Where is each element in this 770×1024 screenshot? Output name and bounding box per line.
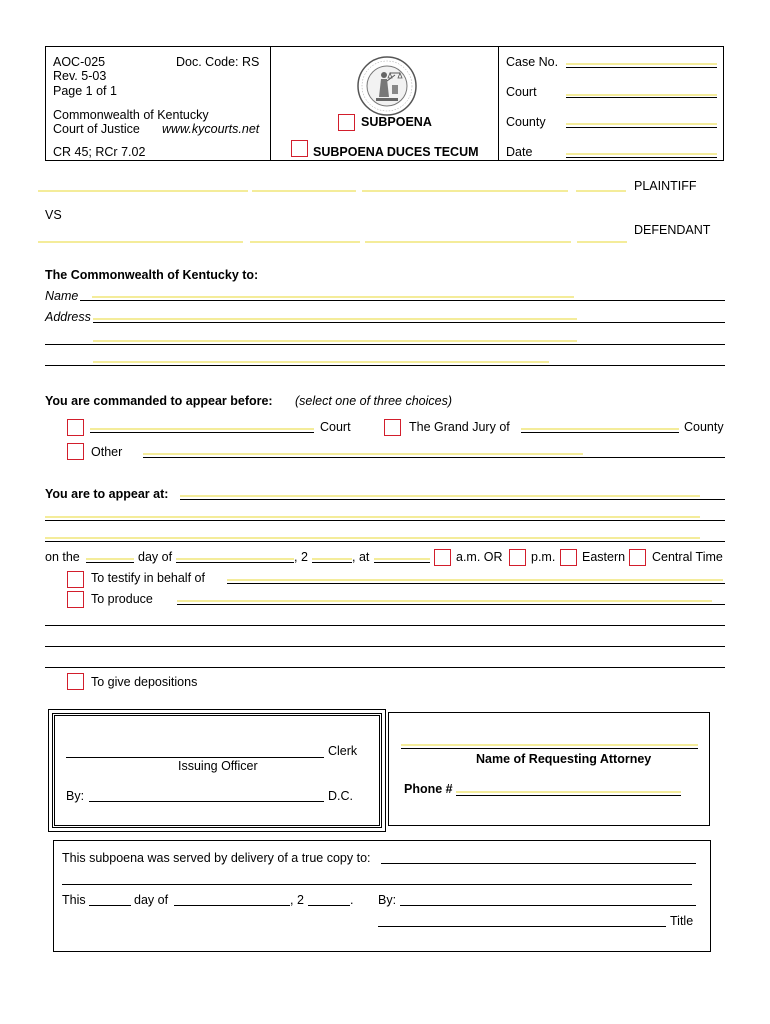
produce-field-4[interactable] xyxy=(45,667,725,668)
served-label: This subpoena was served by delivery of a true copy to: xyxy=(62,851,371,865)
appear-year-field[interactable] xyxy=(312,562,352,563)
court-choice-checkbox[interactable] xyxy=(67,419,84,436)
case-no-label: Case No. xyxy=(506,55,559,69)
plaintiff-label: PLAINTIFF xyxy=(634,179,697,193)
appear-location-highlight-2 xyxy=(45,516,700,518)
date-field[interactable] xyxy=(566,157,717,158)
service-title-label: Title xyxy=(670,914,694,928)
command-hint: (select one of three choices) xyxy=(295,394,453,408)
depositions-label: To give depositions xyxy=(91,675,198,689)
testify-behalf-field[interactable] xyxy=(227,583,725,584)
header-bottom-border xyxy=(45,160,724,161)
eastern-checkbox[interactable] xyxy=(560,549,577,566)
service-this-label: This xyxy=(62,893,86,907)
address-field-3[interactable] xyxy=(45,365,725,366)
testify-checkbox[interactable] xyxy=(67,571,84,588)
address-highlight-1 xyxy=(93,318,577,320)
case-no-field[interactable] xyxy=(566,67,717,68)
plaintiff-field-4[interactable] xyxy=(576,190,626,192)
pm-checkbox[interactable] xyxy=(509,549,526,566)
attorney-box xyxy=(388,712,710,826)
clerk-label: Clerk xyxy=(328,744,358,758)
defendant-field-4[interactable] xyxy=(577,241,627,243)
am-label: a.m. OR xyxy=(456,550,503,564)
appear-year-highlight xyxy=(312,558,352,560)
address-highlight-3 xyxy=(93,361,549,363)
defendant-field-1[interactable] xyxy=(38,241,243,243)
defendant-field-2[interactable] xyxy=(250,241,360,243)
service-month-field[interactable] xyxy=(174,905,290,906)
appear-location-highlight-3 xyxy=(45,537,700,539)
appear-location-field-1[interactable] xyxy=(180,499,725,500)
clerk-signature-field[interactable] xyxy=(66,757,324,758)
court-highlight xyxy=(566,94,717,96)
defendant-field-3[interactable] xyxy=(365,241,571,243)
testify-label: To testify in behalf of xyxy=(91,571,205,585)
deputy-clerk-field[interactable] xyxy=(89,801,324,802)
name-highlight xyxy=(92,296,574,298)
address-field-2[interactable] xyxy=(45,344,725,345)
appear-day-highlight xyxy=(86,558,134,560)
header-right-border xyxy=(723,46,724,161)
appear-month-field[interactable] xyxy=(176,562,294,563)
dc-label: D.C. xyxy=(328,789,353,803)
kentucky-seal-icon xyxy=(356,55,418,117)
service-year-prefix-label: , 2 xyxy=(290,893,304,907)
court-choice-highlight xyxy=(90,428,314,430)
grand-jury-county-field[interactable] xyxy=(521,432,679,433)
grand-jury-label: The Grand Jury of xyxy=(409,420,510,434)
attorney-name-highlight xyxy=(401,744,698,746)
issuer-by-label: By: xyxy=(66,789,85,803)
attorney-name-field[interactable] xyxy=(401,748,698,749)
central-label: Central Time xyxy=(652,550,723,564)
rule-label: CR 45; RCr 7.02 xyxy=(53,145,146,159)
other-choice-label: Other xyxy=(91,445,123,459)
depositions-checkbox[interactable] xyxy=(67,673,84,690)
issuing-officer-label: Issuing Officer xyxy=(178,759,258,773)
phone-label: Phone # xyxy=(404,782,453,796)
appear-location-highlight-1 xyxy=(180,495,700,497)
produce-field-1[interactable] xyxy=(177,604,725,605)
court-choice-field[interactable] xyxy=(90,432,314,433)
other-choice-highlight xyxy=(143,453,583,455)
appear-location-field-3[interactable] xyxy=(45,541,725,542)
service-period: . xyxy=(350,893,354,907)
served-to-field[interactable] xyxy=(381,863,696,864)
appear-time-field[interactable] xyxy=(374,562,430,563)
on-the-label: on the xyxy=(45,550,80,564)
recipient-heading: The Commonwealth of Kentucky to: xyxy=(45,268,259,282)
am-checkbox[interactable] xyxy=(434,549,451,566)
header-divider-2 xyxy=(498,46,499,161)
service-day-of-label: day of xyxy=(134,893,169,907)
produce-checkbox[interactable] xyxy=(67,591,84,608)
other-choice-field[interactable] xyxy=(143,457,725,458)
grand-jury-county-label: County xyxy=(684,420,724,434)
service-title-field[interactable] xyxy=(378,926,666,927)
header-left-border xyxy=(45,46,46,161)
address-label: Address xyxy=(45,310,91,324)
subpoena-duces-tecum-label: SUBPOENA DUCES TECUM xyxy=(313,145,479,159)
address-highlight-2 xyxy=(93,340,577,342)
date-label: Date xyxy=(506,145,533,159)
at-label: , at xyxy=(352,550,370,564)
produce-highlight xyxy=(177,600,712,602)
service-by-label: By: xyxy=(378,893,397,907)
service-day-field[interactable] xyxy=(89,905,131,906)
court-of-justice-label: Court of Justice xyxy=(53,122,140,136)
vs-label: VS xyxy=(45,208,62,222)
command-heading: You are commanded to appear before: xyxy=(45,394,273,408)
phone-highlight xyxy=(456,791,681,793)
attorney-name-label: Name of Requesting Attorney xyxy=(476,752,652,766)
produce-field-2[interactable] xyxy=(45,625,725,626)
court-field[interactable] xyxy=(566,97,717,98)
central-checkbox[interactable] xyxy=(629,549,646,566)
header-top-border xyxy=(45,46,724,47)
appear-day-field[interactable] xyxy=(86,562,134,563)
header-divider-1 xyxy=(270,46,271,161)
plaintiff-field-2[interactable] xyxy=(252,190,356,192)
form-code: AOC-025 xyxy=(53,55,106,69)
other-choice-checkbox[interactable] xyxy=(67,443,84,460)
doc-code: Doc. Code: RS xyxy=(176,55,260,69)
county-label: County xyxy=(506,115,546,129)
defendant-label: DEFENDANT xyxy=(634,223,711,237)
name-label: Name xyxy=(45,289,79,303)
appear-month-highlight xyxy=(176,558,294,560)
service-year-field[interactable] xyxy=(308,905,350,906)
testify-highlight xyxy=(227,579,723,581)
year-prefix-label: , 2 xyxy=(294,550,308,564)
pm-label: p.m. xyxy=(531,550,556,564)
phone-field[interactable] xyxy=(456,795,681,796)
produce-label: To produce xyxy=(91,592,153,606)
county-field[interactable] xyxy=(566,127,717,128)
appear-heading: You are to appear at: xyxy=(45,487,169,501)
produce-field-3[interactable] xyxy=(45,646,725,647)
day-of-label: day of xyxy=(138,550,173,564)
eastern-label: Eastern xyxy=(582,550,626,564)
page-count: Page 1 of 1 xyxy=(53,84,117,98)
plaintiff-field-3[interactable] xyxy=(362,190,568,192)
website-label: www.kycourts.net xyxy=(162,122,260,136)
revision: Rev. 5-03 xyxy=(53,69,107,83)
county-highlight xyxy=(566,123,717,125)
service-by-field[interactable] xyxy=(400,905,696,906)
name-field[interactable] xyxy=(80,300,725,301)
court-choice-label: Court xyxy=(320,420,351,434)
plaintiff-field-1[interactable] xyxy=(38,190,248,192)
grand-jury-highlight xyxy=(521,428,679,430)
commonwealth-label: Commonwealth of Kentucky xyxy=(53,108,209,122)
subpoena-checkbox[interactable] xyxy=(338,114,355,131)
court-label: Court xyxy=(506,85,537,99)
address-field-1[interactable] xyxy=(93,322,725,323)
appear-time-highlight xyxy=(374,558,430,560)
subpoena-duces-tecum-checkbox[interactable] xyxy=(291,140,308,157)
case-no-highlight xyxy=(566,63,717,65)
subpoena-label: SUBPOENA xyxy=(361,115,432,129)
appear-location-field-2[interactable] xyxy=(45,520,725,521)
date-highlight xyxy=(566,153,717,155)
served-to-field-2[interactable] xyxy=(62,884,692,885)
grand-jury-checkbox[interactable] xyxy=(384,419,401,436)
